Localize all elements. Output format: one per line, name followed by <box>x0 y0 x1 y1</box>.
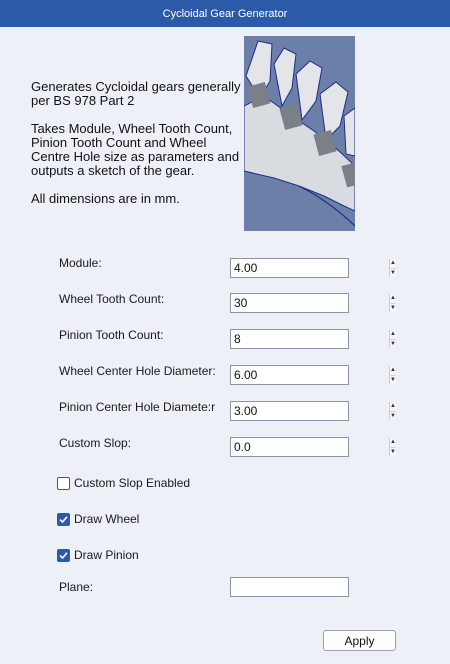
plane-input[interactable] <box>230 577 349 597</box>
wheel-tooth-count-label: Wheel Tooth Count: <box>59 292 165 306</box>
draw-wheel-checkbox[interactable] <box>57 511 139 527</box>
chevron-down-icon[interactable]: ▼ <box>390 339 396 349</box>
custom-slop-enabled-checkbox[interactable] <box>57 475 190 491</box>
chevron-up-icon[interactable]: ▲ <box>390 403 396 410</box>
draw-pinion-label: Draw Pinion <box>74 548 139 562</box>
custom-slop-spin-arrows[interactable] <box>389 438 396 456</box>
chevron-down-icon[interactable]: ▼ <box>390 268 396 278</box>
description <box>31 80 246 220</box>
checkbox-unchecked-icon[interactable] <box>57 477 70 490</box>
description-line-1: Generates Cycloidal gears generally per BS 978 Part 2 <box>31 79 241 108</box>
wheel-center-hole-spin-arrows[interactable] <box>389 366 396 384</box>
module-label: Module: <box>59 256 102 270</box>
wheel-tooth-count-spinbox[interactable] <box>230 293 396 313</box>
custom-slop-enabled-label: Custom Slop Enabled <box>74 476 191 490</box>
pinion-center-hole-spin-arrows[interactable] <box>389 402 396 420</box>
wheel-center-hole-label: Wheel Center Hole Diameter: <box>59 364 216 378</box>
gear-preview-graphic <box>244 36 355 231</box>
module-spin-arrows[interactable] <box>389 259 396 277</box>
chevron-up-icon[interactable]: ▲ <box>390 260 396 267</box>
custom-slop-label: Custom Slop: <box>59 436 132 450</box>
window-title: Cycloidal Gear Generator <box>162 7 288 20</box>
draw-wheel-label: Draw Wheel <box>74 512 140 526</box>
pinion-tooth-count-input[interactable] <box>231 330 389 348</box>
chevron-up-icon[interactable]: ▲ <box>390 367 396 374</box>
chevron-down-icon[interactable]: ▼ <box>390 411 396 421</box>
chevron-down-icon[interactable]: ▼ <box>390 303 396 313</box>
title-bar <box>0 0 450 27</box>
pinion-tooth-count-spinbox[interactable] <box>230 329 396 349</box>
custom-slop-input[interactable] <box>231 438 389 456</box>
chevron-up-icon[interactable]: ▲ <box>390 439 396 446</box>
pinion-tooth-count-spin-arrows[interactable] <box>389 330 396 348</box>
module-spinbox[interactable] <box>230 258 396 278</box>
plane-label: Plane: <box>59 580 94 594</box>
checkmark-icon[interactable] <box>57 549 70 562</box>
draw-pinion-checkbox[interactable] <box>57 547 139 563</box>
pinion-center-hole-label: Pinion Center Hole Diamete:r <box>59 400 216 414</box>
apply-button[interactable]: Apply <box>323 630 396 651</box>
wheel-tooth-count-spin-arrows[interactable] <box>389 294 396 312</box>
description-line-3: All dimensions are in mm. <box>31 191 180 206</box>
pinion-center-hole-input[interactable] <box>231 402 389 420</box>
pinion-tooth-count-label: Pinion Tooth Count: <box>59 328 164 342</box>
checkmark-icon[interactable] <box>57 513 70 526</box>
chevron-down-icon[interactable]: ▼ <box>390 375 396 385</box>
description-line-2: Takes Module, Wheel Tooth Count, Pinion Tooth Count and Wheel Centre Hole size as parameters and outputs a sketch of the gear. <box>31 121 240 178</box>
chevron-down-icon[interactable]: ▼ <box>390 447 396 457</box>
gear-preview-image <box>244 36 355 231</box>
chevron-up-icon[interactable]: ▲ <box>390 295 396 302</box>
wheel-center-hole-spinbox[interactable] <box>230 365 396 385</box>
chevron-up-icon[interactable]: ▲ <box>390 331 396 338</box>
wheel-center-hole-input[interactable] <box>231 366 389 384</box>
pinion-center-hole-spinbox[interactable] <box>230 401 396 421</box>
custom-slop-spinbox[interactable] <box>230 437 396 457</box>
wheel-tooth-count-input[interactable] <box>231 294 389 312</box>
module-input[interactable] <box>231 259 389 277</box>
